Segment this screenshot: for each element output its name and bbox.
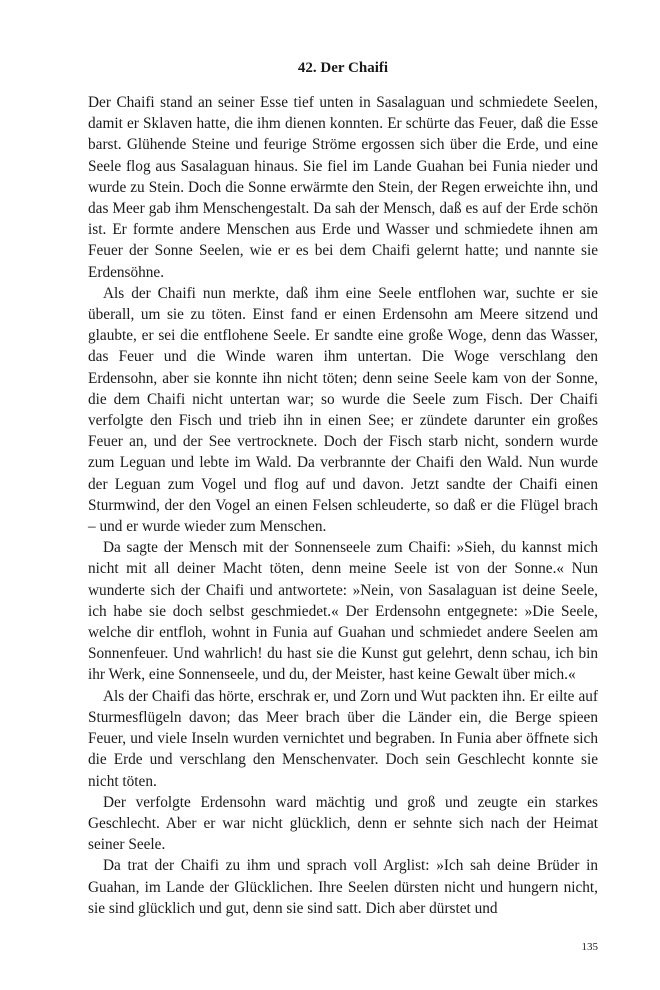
chapter-title: 42. Der Chaifi [297,60,389,76]
paragraph: Der Chaifi stand an seiner Esse tief unten in Sasalaguan und schmiedete Seelen, damit er Sklaven hatte, die ihm dienen konnten. Er schürte das Feuer, daß die Esse barst. Glühende Steine und feurige Ströme ergossen sich über die Erde, und eine Seele flog aus Sasalaguan hinaus. Sie fiel im Lande Guahan bei Funia nieder und wurde zu Stein. Doch die Sonne erwärmte den Stein, der Regen erweichte ihn, und das Meer gab ihm Menschengestalt. Da sah der Mensch, daß es auf der Erde schön ist. Er formte andere Menschen aus Erde und Wasser und schmiedete ihnen am Feuer der Sonne Seelen, wie er es bei dem Chaifi gelernt hatte; und nannte sie Erdensöhne. [88,94,598,281]
paragraph: Als der Chaifi das hörte, erschrak er, und Zorn und Wut packten ihn. Er eilte auf Sturmesflügeln davon; das Meer brach über die Länder ein, die Berge spieen Feuer, und viele Inseln wurden vernichtet und begraben. In Funia aber öffnete sich die Erde und verschlang den Menschenvater. Doch sein Geschlecht konnte sie nicht töten. [88,687,598,790]
paragraph: Der verfolgte Erdensohn ward mächtig und groß und zeugte ein starkes Geschlecht. Aber er war nicht glücklich, denn er sehnte sich nach der Heimat seiner Seele. [88,793,598,854]
chapter-body [88,92,598,919]
paragraph: Da sagte der Mensch mit der Sonnenseele zum Chaifi: »Sieh, du kannst mich nicht mit all deiner Macht töten, denn meine Seele ist von der Sonne.« Nun wunderte sich der Chaifi und antwortete: »Nein, von Sasalaguan ist deine Seele, ich habe sie doch selbst geschmiedet.« Der Erdensohn entgegnete: »Die Seele, welche dir entfloh, wohnt in Funia auf Guahan und schmiedet andere Seelen am Sonnenfeuer. Und wahrlich! du hast sie die Kunst gut gelehrt, denn schau, ich bin ihr Werk, eine Sonnenseele, und du, der Meister, hast keine Gewalt über mich.« [88,539,598,684]
paragraph: Als der Chaifi nun merkte, daß ihm eine Seele entflohen war, suchte er sie überall, um sie zu töten. Einst fand er einen Erdensohn am Meere sitzend und glaubte, er sei die entflohene Seele. Er sandte eine große Woge, denn das Wasser, das Feuer und die Winde waren ihm untertan. Die Woge verschlang den Erdensohn, aber sie konnte ihn nicht töten; denn seine Seele kam von der Sonne, die dem Chaifi nicht untertan war; so wurde die Seele zum Fisch. Der Chaifi verfolgte den Fisch und trieb ihn in einen See; er zündete darunter ein großes Feuer an, und der See vertrocknete. Doch der Fisch starb nicht, sondern wurde zum Leguan und lebte im Wald. Da verbrannte der Chaifi den Wald. Nun wurde der Leguan zum Vogel und flog auf und davon. Jetzt sandte der Chaifi einen Sturmwind, der den Vogel an einen Felsen schleuderte, so daß er die Flügel brach – und er wurde wieder zum Menschen. [88,284,598,536]
paragraph: Da trat der Chaifi zu ihm und sprach voll Arglist: »Ich sah deine Brüder in Guahan, im Lande der Glücklichen. Ihre Seelen dürsten nicht und hungern nicht, sie sind glücklich und gut, denn sie sind satt. Dich aber dürstet und [88,857,598,917]
page-number: 135 [581,941,598,953]
